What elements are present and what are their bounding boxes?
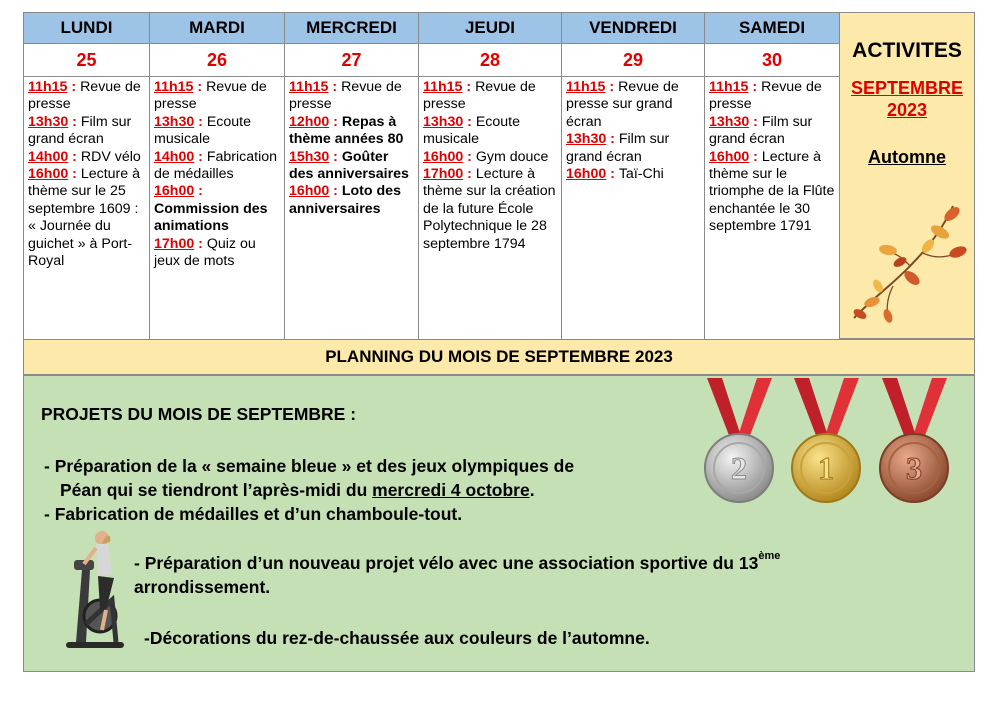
event-time: 13h30 (154, 113, 195, 130)
date-saturday: 30 (705, 44, 840, 77)
project-item-1-line-2: Péan qui se tiendront l’après-midi du mercredi 4 octobre. (60, 480, 535, 500)
event-item: 17h00 : Quiz ou jeux de mots (154, 235, 256, 270)
sidebar-month: SEPTEMBRE 2023 (850, 78, 964, 120)
event-item: 11h15 : Revue de presse (28, 79, 141, 113)
event-time: 16h00 (423, 148, 464, 165)
event-text: Revue de presse (423, 79, 536, 113)
event-time: 13h30 (423, 113, 464, 130)
events-monday (24, 77, 150, 342)
day-name-thursday: JEUDI (419, 13, 562, 44)
event-item: 14h00 : RDV vélo (28, 148, 141, 165)
event-text: Taï-Chi (618, 166, 664, 183)
svg-text:3: 3 (906, 450, 922, 486)
autumn-leaves-icon (848, 198, 968, 328)
event-time: 11h15 (423, 79, 463, 95)
event-item: 11h15 : Revue de presse sur grand écran (566, 79, 679, 130)
event-item: 16h00 : Lecture à thème sur le triomphe de la Flûte enchantée le 30 septembre 1791 (709, 148, 835, 235)
event-text: Quiz ou jeux de mots (154, 235, 256, 270)
events-tuesday (150, 77, 285, 342)
events-thursday (419, 77, 562, 342)
event-item: 17h00 : Lecture à thème sur la création de la future École Polytechnique le 28 septembre 1794 (423, 166, 556, 252)
event-text: Goûter des anniversaires (289, 148, 409, 183)
event-item: 11h15 : Revue de presse (709, 79, 822, 113)
activities-sidebar (839, 12, 975, 339)
event-text: Revue de presse (154, 79, 267, 113)
event-time: 16h00 (709, 148, 750, 165)
event-text: Revue de presse (289, 79, 402, 113)
event-time: 17h00 (423, 166, 464, 183)
weekly-calendar (23, 12, 840, 342)
events-friday (562, 77, 705, 342)
event-text: RDV vélo (80, 148, 141, 165)
event-time: 16h00 (154, 183, 195, 200)
event-time: 11h15 (154, 79, 194, 95)
exercise-bike-icon (62, 530, 128, 652)
day-name-friday: VENDREDI (562, 13, 705, 44)
events-row (24, 77, 840, 342)
project-item-3-line-1: - Préparation d’un nouveau projet vélo avec une association sportive du 13ème (134, 550, 781, 573)
date-friday: 29 (562, 44, 705, 77)
sidebar-title: ACTIVITES (852, 39, 962, 62)
silver-medal-icon (705, 378, 773, 502)
event-item: 16h00 : Gym douce (423, 148, 549, 165)
event-text: Lecture à thème sur le triomphe de la Flûte enchantée le 30 septembre 1791 (709, 148, 835, 235)
event-item: 13h30 : Ecoute musicale (154, 113, 252, 148)
event-item: 16h00 : Commission des animations (154, 183, 268, 235)
svg-text:2: 2 (731, 450, 747, 486)
project-item-1-line-1: - Préparation de la « semaine bleue » et des jeux olympiques de (44, 456, 575, 476)
event-item: 11h15 : Revue de presse (423, 79, 536, 113)
event-text: Ecoute musicale (423, 113, 521, 148)
event-text: Commission des animations (154, 200, 268, 235)
event-time: 14h00 (28, 148, 69, 165)
event-text: Revue de presse (28, 79, 141, 113)
event-time: 14h00 (154, 148, 195, 165)
event-time: 16h00 (566, 166, 607, 183)
event-text: Revue de presse (709, 79, 822, 113)
event-text: Fabrication de médailles (154, 148, 278, 183)
event-item: 16h00 : Taï-Chi (566, 166, 664, 183)
medals-illustration (672, 378, 962, 503)
day-name-tuesday: MARDI (150, 13, 285, 44)
event-item: 13h30 : Ecoute musicale (423, 113, 521, 148)
event-text: Gym douce (475, 148, 549, 165)
day-name-saturday: SAMEDI (705, 13, 840, 44)
event-text: Film sur grand écran (709, 113, 813, 148)
event-time: 11h15 (709, 79, 749, 95)
svg-text:1: 1 (818, 450, 834, 486)
event-text: Film sur grand écran (566, 131, 670, 165)
event-time: 13h30 (709, 113, 750, 130)
event-item: 13h30 : Film sur grand écran (709, 113, 813, 148)
date-monday: 25 (24, 44, 150, 77)
event-time: 13h30 (28, 113, 69, 130)
event-item: 11h15 : Revue de presse (289, 79, 402, 113)
date-thursday: 28 (419, 44, 562, 77)
event-time: 15h30 (289, 148, 330, 165)
event-time: 17h00 (154, 235, 195, 252)
event-time: 11h15 (28, 79, 68, 95)
event-item: 15h30 : Goûter des anniversaires (289, 148, 409, 183)
planning-banner: PLANNING DU MOIS DE SEPTEMBRE 2023 (23, 339, 975, 375)
event-item: 13h30 : Film sur grand écran (566, 131, 670, 165)
event-time: 11h15 (289, 79, 329, 95)
date-row (24, 44, 840, 77)
event-item: 11h15 : Revue de presse (154, 79, 267, 113)
event-item: 16h00 : Lecture à thème sur le 25 septembre 1609 : « Journée du guichet » à Port-Royal (28, 166, 140, 270)
event-item: 12h00 : Repas à thème années 80 (289, 113, 404, 148)
date-tuesday: 26 (150, 44, 285, 77)
bronze-medal-icon (880, 378, 948, 502)
project-item-3-line-2: arrondissement. (134, 577, 271, 597)
day-name-monday: LUNDI (24, 13, 150, 44)
event-item: 16h00 : Loto des anniversaires (289, 183, 401, 217)
events-saturday (705, 77, 840, 342)
day-name-row (24, 13, 840, 44)
event-text: Film sur grand écran (28, 113, 132, 148)
event-text: Loto des anniversaires (289, 183, 401, 217)
event-time: 11h15 (566, 79, 606, 95)
events-wednesday (285, 77, 419, 342)
project-item-2: - Fabrication de médailles et d’un chamboule-tout. (44, 504, 463, 524)
event-text: Revue de presse sur grand écran (566, 79, 679, 130)
event-time: 16h00 (289, 183, 330, 200)
event-text: Repas à thème années 80 (289, 113, 404, 148)
event-text: Ecoute musicale (154, 113, 252, 148)
event-time: 16h00 (28, 166, 69, 183)
event-date: mercredi 4 octobre (372, 480, 530, 500)
gold-medal-icon (792, 378, 860, 502)
event-time: 12h00 (289, 113, 330, 130)
event-item: 13h30 : Film sur grand écran (28, 113, 132, 148)
projects-title: PROJETS DU MOIS DE SEPTEMBRE : (41, 404, 357, 424)
sidebar-season: Automne (868, 147, 946, 167)
event-text: Lecture à thème sur la création de la future École Polytechnique le 28 septembre 1794 (423, 166, 556, 252)
event-item: 14h00 : Fabrication de médailles (154, 148, 278, 183)
project-item-4: -Décorations du rez-de-chaussée aux couleurs de l’automne. (144, 628, 650, 648)
event-time: 13h30 (566, 131, 607, 148)
date-wednesday: 27 (285, 44, 419, 77)
day-name-wednesday: MERCREDI (285, 13, 419, 44)
event-text: Lecture à thème sur le 25 septembre 1609 : « Journée du guichet » à Port-Royal (28, 166, 140, 270)
